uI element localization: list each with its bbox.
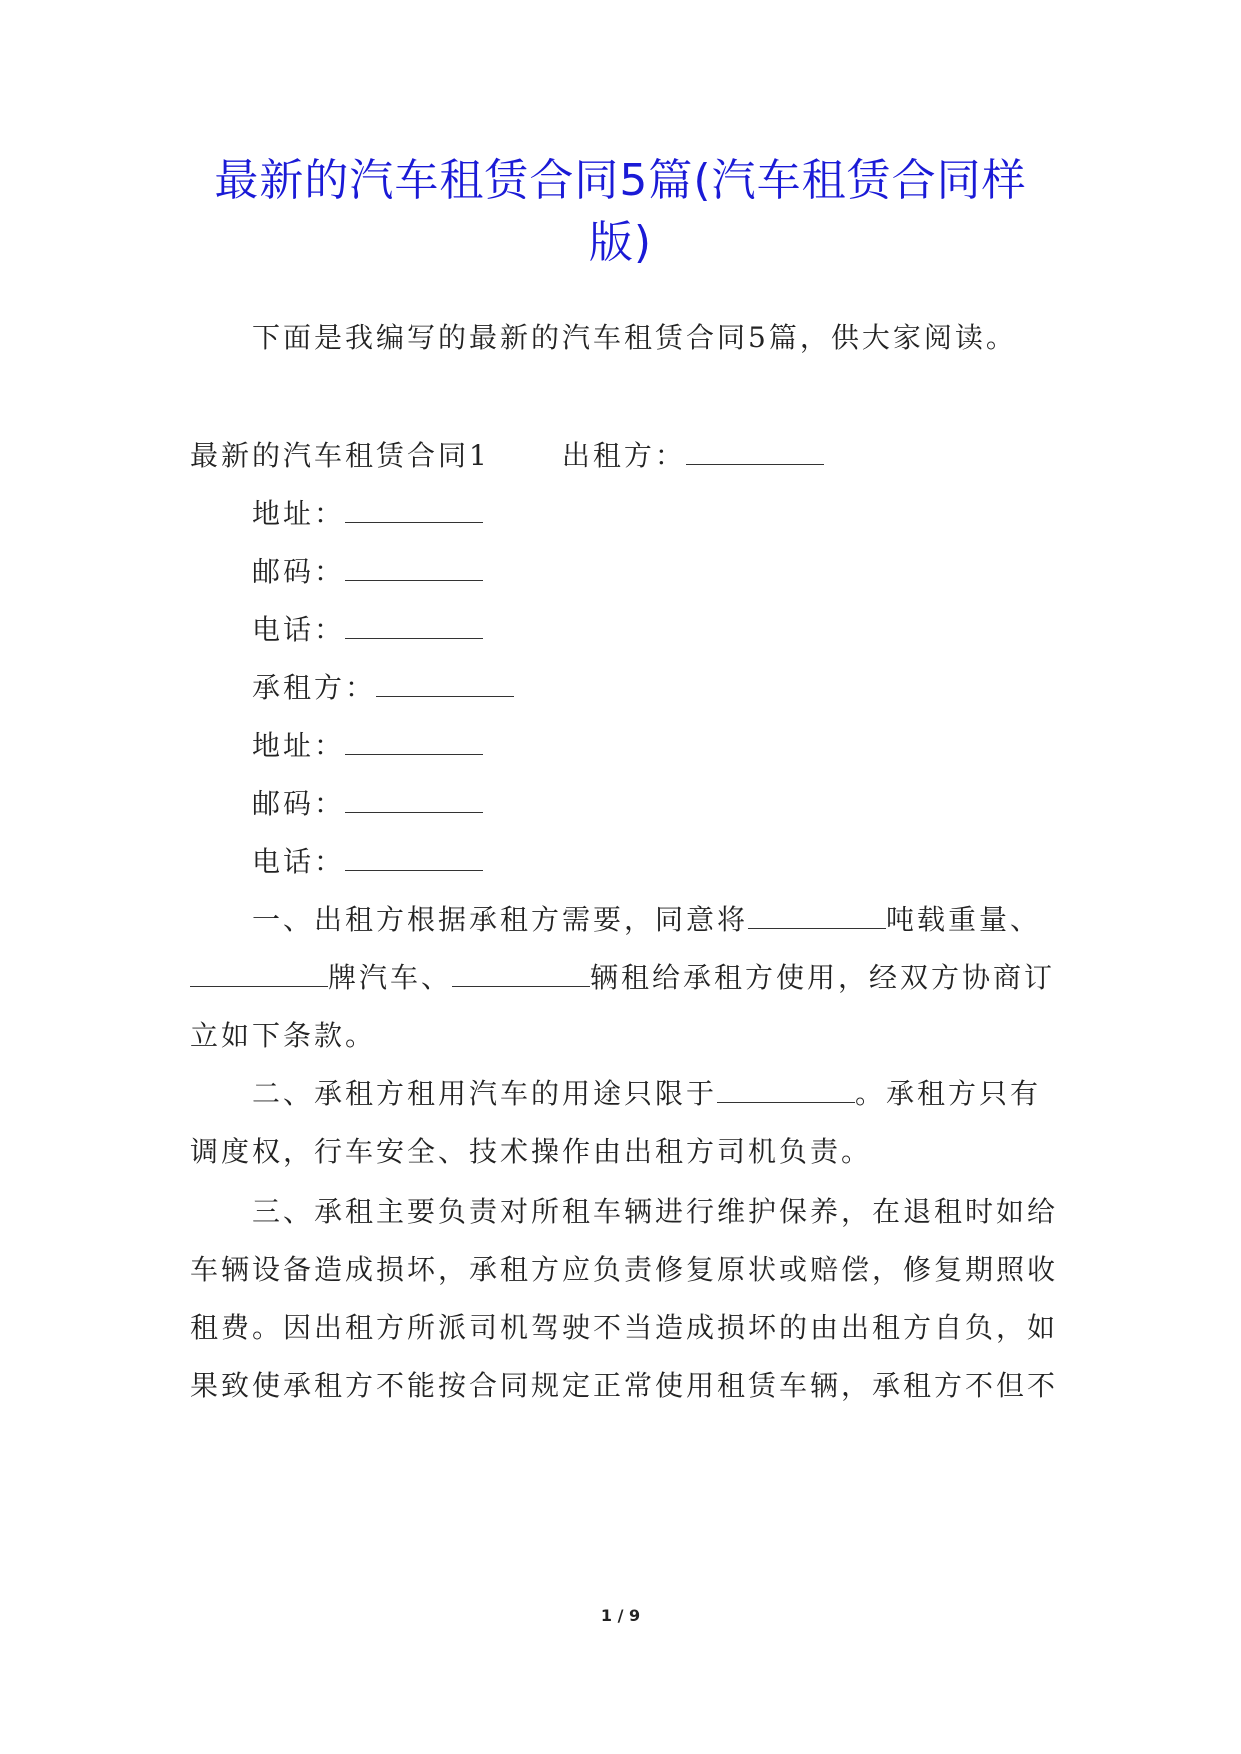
field-label: 邮码： — [252, 555, 346, 588]
field-blank — [376, 670, 514, 697]
field-row — [252, 726, 483, 766]
field-label: 地址： — [252, 729, 346, 762]
clause-text: 。承租方只有 — [855, 1077, 1042, 1110]
lessor-label: 出租方： — [561, 439, 686, 472]
field-label: 地址： — [252, 497, 346, 530]
clause-3-line-2: 车辆设备造成损坏，承租方应负责修复原状或赔偿，修复期照收 — [190, 1253, 1059, 1286]
field-row — [252, 668, 514, 708]
field-label: 电话： — [252, 613, 346, 646]
field-blank — [345, 728, 483, 755]
field-blank — [345, 786, 483, 813]
field-label: 电话： — [252, 845, 346, 878]
brand-blank — [190, 960, 328, 987]
field-row — [252, 552, 483, 592]
field-row — [252, 610, 483, 650]
clause-text: 辆租给承租方使用，经双方协商订 — [590, 961, 1056, 994]
clause-3-line-4: 果致使承租方不能按合同规定正常使用租赁车辆，承租方不但不 — [190, 1369, 1059, 1402]
field-blank — [345, 844, 483, 871]
clause-text: 一、出租方根据承租方需要，同意将 — [252, 903, 749, 936]
page-number: 1 / 9 — [600, 1606, 641, 1625]
tonnage-blank — [748, 902, 886, 929]
vehicle-count-blank — [452, 960, 590, 987]
field-row — [252, 494, 483, 534]
clause-1-line-1 — [252, 900, 1041, 940]
clause-3-line-1: 三、承租主要负责对所租车辆进行维护保养，在退租时如给 — [252, 1195, 1059, 1228]
field-blank — [345, 554, 483, 581]
field-row — [252, 842, 483, 882]
clause-text: 二、承租方租用汽车的用途只限于 — [252, 1077, 718, 1110]
field-label: 承租方： — [252, 671, 377, 704]
clause-1-line-2 — [190, 958, 1055, 998]
clause-text: 吨载重量、 — [886, 903, 1042, 936]
title-line-1: 最新的汽车租赁合同5篇(汽车租赁合同样 — [214, 155, 1027, 206]
field-blank — [345, 496, 483, 523]
title-line-2: 版) — [588, 217, 653, 268]
clause-text: 牌汽车、 — [328, 961, 453, 994]
contract-heading: 最新的汽车租赁合同1 — [190, 439, 490, 472]
field-row — [252, 784, 483, 824]
document-title — [160, 150, 1081, 274]
clause-2-line-2: 调度权，行车安全、技术操作由出租方司机负责。 — [190, 1135, 873, 1168]
lessor-blank — [686, 438, 824, 465]
contract-heading-row — [190, 436, 824, 476]
field-blank — [345, 612, 483, 639]
intro-paragraph: 下面是我编写的最新的汽车租赁合同5篇，供大家阅读。 — [252, 321, 1017, 354]
clause-3-line-3: 租费。因出租方所派司机驾驶不当造成损坏的由出租方自负，如 — [190, 1311, 1059, 1344]
clause-1-line-3: 立如下条款。 — [190, 1019, 377, 1052]
clause-2-line-1 — [252, 1074, 1041, 1114]
purpose-blank — [717, 1076, 855, 1103]
field-label: 邮码： — [252, 787, 346, 820]
